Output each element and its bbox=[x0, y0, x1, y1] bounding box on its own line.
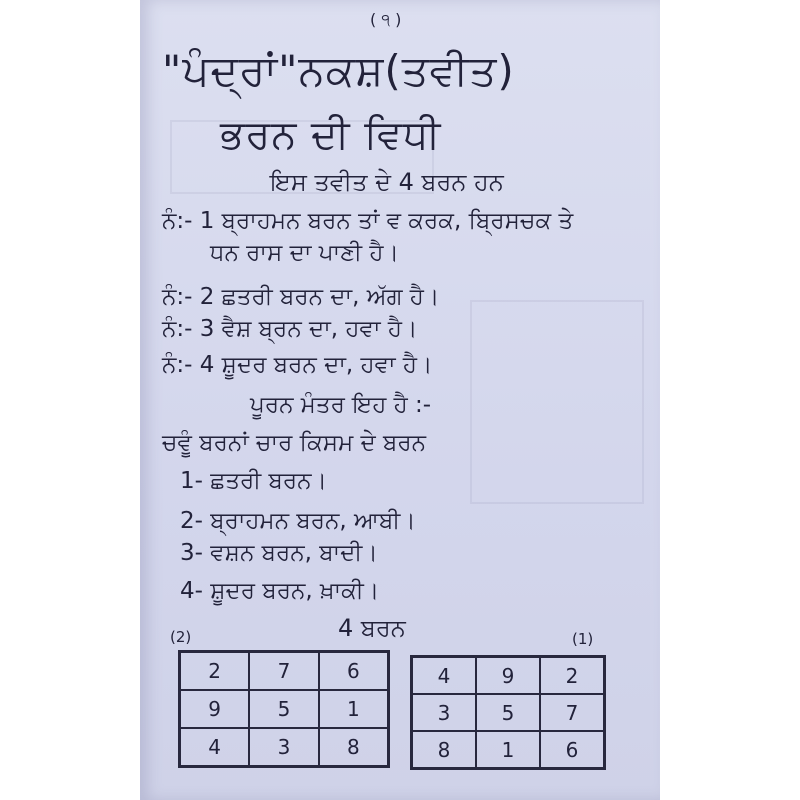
list-item: 1- ਛਤਰੀ ਬਰਨ। bbox=[180, 468, 328, 494]
grid-cell: 3 bbox=[412, 694, 477, 731]
grid-cell: 4 bbox=[412, 657, 477, 695]
table-row bbox=[412, 694, 605, 731]
varna-item-1-continued: ਧਨ ਰਾਸ ਦਾ ਪਾਣੀ ਹੈ। bbox=[210, 240, 400, 266]
varna-item-2: ਨੰ:- 2 ਛਤਰੀ ਬਰਨ ਦਾ, ਅੱਗ ਹੈ। bbox=[162, 284, 440, 310]
grid-cell: 2 bbox=[180, 652, 250, 691]
grid-cell: 8 bbox=[319, 728, 389, 767]
grid-cell: 1 bbox=[319, 690, 389, 728]
grid-right-label: (1) bbox=[572, 630, 594, 648]
grid-cell: 5 bbox=[476, 694, 540, 731]
grid-cell: 5 bbox=[249, 690, 318, 728]
magic-square-right bbox=[410, 655, 606, 770]
grid-left-label: (2) bbox=[170, 628, 192, 646]
table-row bbox=[180, 652, 389, 691]
grid-cell: 3 bbox=[249, 728, 318, 767]
grid-heading: 4 ਬਰਨ bbox=[338, 614, 406, 642]
varna-item-1: ਨੰ:- 1 ਬ੍ਰਾਹਮਨ ਬਰਨ ਤਾਂ ਵ ਕਰਕ, ਬ੍ਰਿਸਚਕ ਤੇ bbox=[162, 208, 574, 234]
grid-cell: 4 bbox=[180, 728, 250, 767]
varna-item-3: ਨੰ:- 3 ਵੈਸ਼ ਬ੍ਰਨ ਦਾ, ਹਵਾ ਹੈ। bbox=[162, 316, 418, 342]
table-row bbox=[180, 690, 389, 728]
varna-item-4: ਨੰ:- 4 ਸ਼ੂਦਰ ਬਰਨ ਦਾ, ਹਵਾ ਹੈ। bbox=[162, 352, 433, 378]
grid-cell: 1 bbox=[476, 731, 540, 769]
book-page bbox=[140, 0, 660, 800]
list-item: 3- ਵਸ਼ਨ ਬਰਨ, ਬਾਦੀ। bbox=[180, 540, 378, 566]
grid-cell: 9 bbox=[180, 690, 250, 728]
title-line-1: "ਪੰਦ੍ਰਾਂ"ਨਕਸ਼(ਤਵੀਤ) bbox=[162, 46, 515, 95]
grid-cell: 7 bbox=[540, 694, 605, 731]
mantra-heading: ਪੂਰਨ ਮੰਤਰ ਇਹ ਹੈ :- bbox=[250, 392, 432, 418]
grid-cell: 6 bbox=[319, 652, 389, 691]
table-row bbox=[180, 728, 389, 767]
grid-cell: 9 bbox=[476, 657, 540, 695]
grid-cell: 2 bbox=[540, 657, 605, 695]
subtitle: ਇਸ ਤਵੀਤ ਦੇ 4 ਬਰਨ ਹਨ bbox=[270, 168, 504, 196]
list-item: 2- ਬ੍ਰਾਹਮਨ ਬਰਨ, ਆਬੀ। bbox=[180, 508, 416, 534]
magic-square-left bbox=[178, 650, 390, 768]
four-kinds-line: ਚਵੂੰ ਬਰਨਾਂ ਚਾਰ ਕਿਸਮ ਦੇ ਬਰਨ bbox=[162, 430, 427, 456]
list-item: 4- ਸ਼ੂਦਰ ਬਰਨ, ਖ਼ਾਕੀ। bbox=[180, 578, 380, 604]
grid-cell: 8 bbox=[412, 731, 477, 769]
grid-cell: 7 bbox=[249, 652, 318, 691]
page-number: ( ੧ ) bbox=[370, 10, 402, 29]
title-line-2: ਭਰਨ ਦੀ ਵਿਧੀ bbox=[220, 112, 442, 158]
table-row bbox=[412, 731, 605, 769]
bleed-through-mark bbox=[470, 300, 644, 504]
grid-cell: 6 bbox=[540, 731, 605, 769]
table-row bbox=[412, 657, 605, 695]
